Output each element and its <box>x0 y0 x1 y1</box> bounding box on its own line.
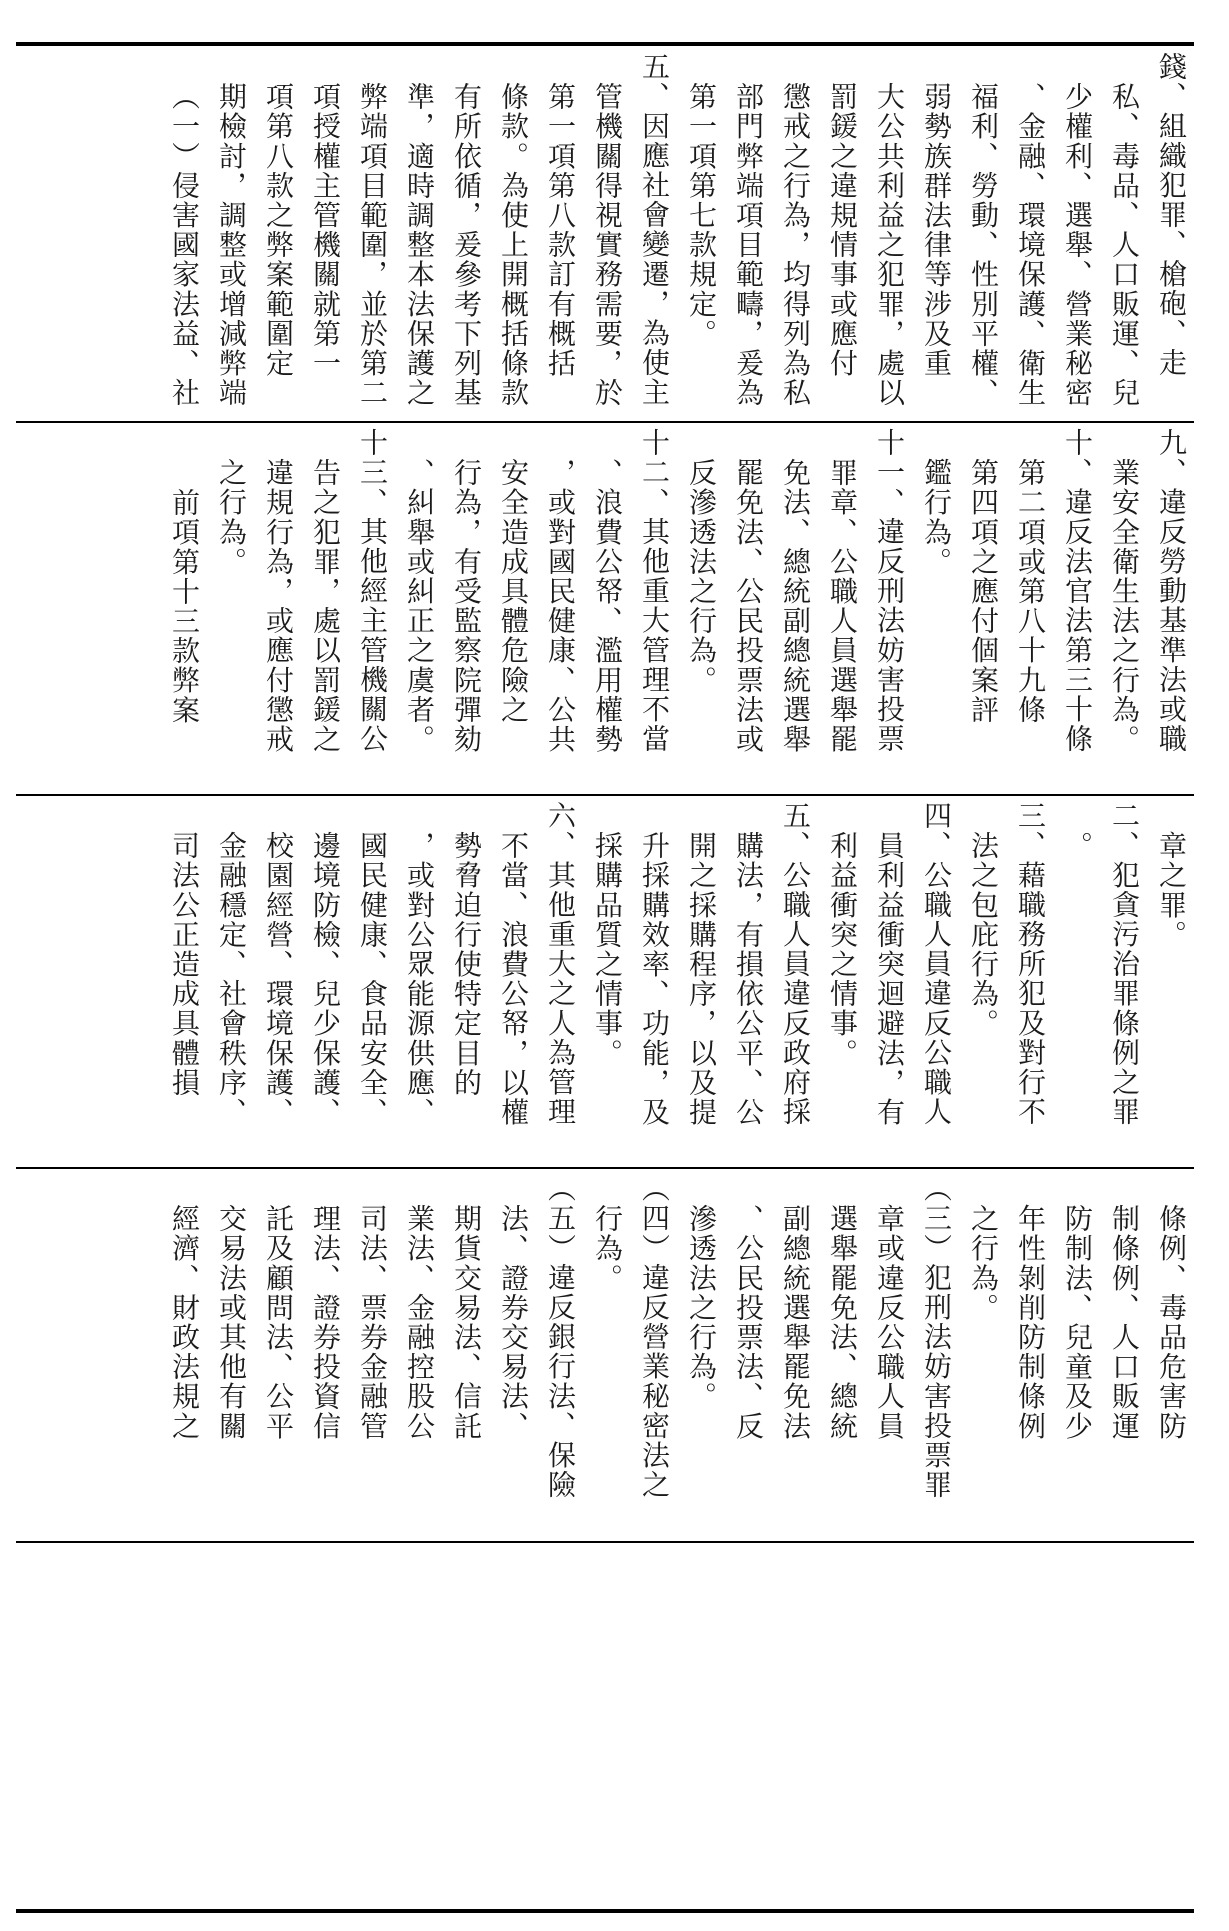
column-text: 懲戒之行為，均得列為私 <box>779 82 812 408</box>
text-column <box>1100 428 1147 788</box>
column-text: 管機關得視實務需要，於 <box>591 82 624 408</box>
column-text: （三）犯刑法妨害投票罪 <box>920 1174 953 1500</box>
text-column <box>818 1174 865 1536</box>
text-column <box>536 1174 583 1536</box>
text-column <box>865 52 912 416</box>
column-text: 防制法、兒童及少 <box>1061 1204 1094 1441</box>
text-column <box>865 428 912 788</box>
column-text: 少權利、選舉、營業秘密 <box>1061 82 1094 408</box>
text-column <box>348 52 395 416</box>
text-column <box>959 52 1006 416</box>
column-text: 業法、金融控股公 <box>403 1204 436 1441</box>
column-text: 購法，有損依公平、公 <box>732 831 765 1127</box>
text-column <box>865 1174 912 1536</box>
text-column <box>160 428 207 788</box>
column-text: 四、公職人員違反公職人 <box>920 801 953 1127</box>
column-text: 第一項第八款訂有概括 <box>544 82 577 378</box>
text-column <box>160 52 207 416</box>
text-column <box>301 1174 348 1536</box>
column-text: （一）侵害國家法益、社 <box>168 82 201 408</box>
text-column <box>395 52 442 416</box>
column-text: 十一、違反刑法妨害投票 <box>873 428 906 754</box>
text-column <box>1147 52 1194 416</box>
column-text: 罪章、公職人員選舉罷 <box>826 458 859 754</box>
band-divider-2 <box>16 794 1194 796</box>
column-text: 年性剝削防制條例 <box>1014 1204 1047 1441</box>
text-column <box>583 52 630 416</box>
text-column <box>1147 428 1194 788</box>
bottom-rule <box>16 1909 1194 1913</box>
text-column <box>959 428 1006 788</box>
text-column <box>724 801 771 1161</box>
column-text: 、浪費公帑、濫用權勢 <box>591 458 624 754</box>
text-band-4 <box>16 1174 1194 1536</box>
text-band-2 <box>16 428 1194 788</box>
text-column <box>1053 801 1100 1161</box>
text-column <box>1100 1174 1147 1536</box>
text-column <box>818 52 865 416</box>
column-text: 安全造成具體危險之 <box>497 458 530 725</box>
text-column <box>583 428 630 788</box>
column-text: 二、犯貪污治罪條例之罪 <box>1108 801 1141 1127</box>
text-column <box>912 801 959 1161</box>
column-text: 項授權主管機關就第一 <box>309 82 342 378</box>
column-text: 反滲透法之行為。 <box>685 458 718 695</box>
column-text: 法、證券交易法、 <box>497 1204 530 1441</box>
text-column <box>489 428 536 788</box>
column-text: 第二項或第八十九條 <box>1014 458 1047 725</box>
column-text: 九、違反勞動基準法或職 <box>1155 428 1188 754</box>
band-divider-3 <box>16 1167 1194 1169</box>
text-column <box>630 801 677 1161</box>
column-text: 校園經營、環境保護、 <box>262 831 295 1127</box>
column-text: 部門弊端項目範疇，爰為 <box>732 82 765 408</box>
text-column <box>1053 52 1100 416</box>
column-text: 三、藉職務所犯及對行不 <box>1014 801 1047 1127</box>
column-group <box>160 1174 1194 1536</box>
text-column <box>207 1174 254 1536</box>
text-column <box>254 1174 301 1536</box>
column-text: ，或對國民健康、公共 <box>544 458 577 754</box>
column-text: 期檢討，調整或增減弊端 <box>215 82 248 408</box>
text-column <box>207 52 254 416</box>
text-column <box>583 1174 630 1536</box>
column-text: 有所依循，爰參考下列基 <box>450 82 483 408</box>
text-column <box>348 801 395 1161</box>
column-group <box>160 428 1194 788</box>
column-text: 員利益衝突迴避法，有 <box>873 831 906 1127</box>
column-text: 之行為。 <box>967 1204 1000 1323</box>
column-text: 、金融、環境保護、衛生 <box>1014 82 1047 408</box>
column-text: 理法、證券投資信 <box>309 1204 342 1441</box>
text-column <box>301 801 348 1161</box>
column-text: 行為。 <box>591 1204 624 1293</box>
column-text: 制條例、人口販運 <box>1108 1204 1141 1441</box>
column-text: 六、其他重大之人為管理 <box>544 801 577 1127</box>
text-column <box>677 801 724 1161</box>
column-text: 法之包庇行為。 <box>967 831 1000 1039</box>
column-text: 司法、票券金融管 <box>356 1204 389 1441</box>
column-text: 交易法或其他有關 <box>215 1204 248 1441</box>
column-text: 經濟、財政法規之 <box>168 1204 201 1441</box>
column-text: 業安全衛生法之行為。 <box>1108 458 1141 754</box>
column-text: 福利、勞動、性別平權、 <box>967 82 1000 408</box>
text-column <box>489 1174 536 1536</box>
text-column <box>724 52 771 416</box>
text-column <box>254 428 301 788</box>
text-column <box>912 428 959 788</box>
text-column <box>395 428 442 788</box>
column-group <box>160 52 1194 416</box>
text-column <box>160 1174 207 1536</box>
column-text: 項第八款之弊案範圍定 <box>262 82 295 378</box>
text-column <box>442 801 489 1161</box>
top-rule <box>16 42 1194 46</box>
column-text: （四）違反營業秘密法之 <box>638 1174 671 1500</box>
text-column <box>677 428 724 788</box>
text-column <box>254 801 301 1161</box>
column-text: 。 <box>1061 831 1094 861</box>
column-text: 條例、毒品危害防 <box>1155 1204 1188 1441</box>
text-column <box>912 52 959 416</box>
column-text: 開之採購程序，以及提 <box>685 831 718 1127</box>
column-text: 、公民投票法、反 <box>732 1204 765 1441</box>
column-text: 勢脅迫行使特定目的 <box>450 831 483 1098</box>
text-column <box>489 52 536 416</box>
band-divider-1 <box>16 421 1194 423</box>
text-column <box>1006 1174 1053 1536</box>
column-text: 弱勢族群法律等涉及重 <box>920 82 953 378</box>
text-column <box>771 52 818 416</box>
text-column <box>912 1174 959 1536</box>
text-column <box>442 1174 489 1536</box>
text-column <box>818 428 865 788</box>
band-divider-4 <box>16 1541 1194 1543</box>
column-text: 升採購效率、功能，及 <box>638 831 671 1127</box>
text-column <box>818 801 865 1161</box>
column-text: 之行為。 <box>215 458 248 577</box>
column-text: 違規行為，或應付懲戒 <box>262 458 295 754</box>
column-text: 期貨交易法、信託 <box>450 1204 483 1441</box>
column-text: 司法公正造成具體損 <box>168 831 201 1098</box>
text-band-1 <box>16 52 1194 416</box>
column-text: （五）違反銀行法、保險 <box>544 1174 577 1500</box>
column-text: 條款。為使上開概括條款 <box>497 82 530 408</box>
column-text: 第四項之應付個案評 <box>967 458 1000 725</box>
text-column <box>395 801 442 1161</box>
column-text: 錢、組織犯罪、槍砲、走 <box>1155 52 1188 378</box>
text-column <box>1147 1174 1194 1536</box>
column-text: 五、公職人員違反政府採 <box>779 801 812 1127</box>
text-column <box>1100 801 1147 1161</box>
column-text: 選舉罷免法、總統 <box>826 1204 859 1441</box>
text-column <box>1100 52 1147 416</box>
column-text: 五、因應社會變遷，為使主 <box>638 52 671 408</box>
text-column <box>865 801 912 1161</box>
text-column <box>348 1174 395 1536</box>
text-column <box>677 52 724 416</box>
column-text: 告之犯罪，處以罰鍰之 <box>309 458 342 754</box>
column-text: 章之罪。 <box>1155 831 1188 950</box>
text-column <box>536 52 583 416</box>
column-text: 前項第十三款弊案 <box>168 488 201 725</box>
text-column <box>724 1174 771 1536</box>
column-text: 十二、其他重大管理不當 <box>638 428 671 754</box>
text-column <box>724 428 771 788</box>
column-text: 第一項第七款規定。 <box>685 82 718 349</box>
column-text: 鑑行為。 <box>920 458 953 577</box>
column-text: 罷免法、公民投票法或 <box>732 458 765 754</box>
text-column <box>395 1174 442 1536</box>
text-column <box>536 428 583 788</box>
text-column <box>771 801 818 1161</box>
text-column <box>1006 428 1053 788</box>
text-column <box>959 801 1006 1161</box>
text-column <box>348 428 395 788</box>
column-text: 免法、總統副總統選舉 <box>779 458 812 754</box>
text-column <box>207 801 254 1161</box>
text-column <box>442 52 489 416</box>
text-column <box>1006 801 1053 1161</box>
text-column <box>301 428 348 788</box>
column-group <box>160 801 1194 1161</box>
column-text: 不當、浪費公帑，以權 <box>497 831 530 1127</box>
text-column <box>677 1174 724 1536</box>
text-column <box>630 428 677 788</box>
column-text: 利益衝突之情事。 <box>826 831 859 1068</box>
column-text: 金融穩定、社會秩序、 <box>215 831 248 1127</box>
text-column <box>771 1174 818 1536</box>
text-column <box>959 1174 1006 1536</box>
text-column <box>583 801 630 1161</box>
column-text: 十三、其他經主管機關公 <box>356 428 389 754</box>
text-column <box>160 801 207 1161</box>
column-text: 託及顧問法、公平 <box>262 1204 295 1441</box>
text-column <box>1006 52 1053 416</box>
text-column <box>1053 428 1100 788</box>
text-column <box>771 428 818 788</box>
column-text: 章或違反公職人員 <box>873 1204 906 1441</box>
column-text: 私、毒品、人口販運、兒 <box>1108 82 1141 408</box>
column-text: 準，適時調整本法保護之 <box>403 82 436 408</box>
text-column <box>254 52 301 416</box>
column-text: 十、違反法官法第三十條 <box>1061 428 1094 754</box>
text-column <box>1053 1174 1100 1536</box>
column-text: 、糾舉或糾正之虞者。 <box>403 458 436 754</box>
text-column <box>630 1174 677 1536</box>
text-column <box>1147 801 1194 1161</box>
column-text: 滲透法之行為。 <box>685 1204 718 1412</box>
column-text: 行為，有受監察院彈劾 <box>450 458 483 754</box>
column-text: 弊端項目範圍，並於第二 <box>356 82 389 408</box>
column-text: 邊境防檢、兒少保護、 <box>309 831 342 1127</box>
column-text: 副總統選舉罷免法 <box>779 1204 812 1441</box>
text-column <box>207 428 254 788</box>
column-text: 罰鍰之違規情事或應付 <box>826 82 859 378</box>
text-column <box>442 428 489 788</box>
text-band-3 <box>16 801 1194 1161</box>
column-text: 國民健康、食品安全、 <box>356 831 389 1127</box>
column-text: 採購品質之情事。 <box>591 831 624 1068</box>
text-column <box>536 801 583 1161</box>
column-text: ，或對公眾能源供應、 <box>403 831 436 1127</box>
text-column <box>630 52 677 416</box>
text-column <box>301 52 348 416</box>
column-text: 大公共利益之犯罪，處以 <box>873 82 906 408</box>
text-column <box>489 801 536 1161</box>
